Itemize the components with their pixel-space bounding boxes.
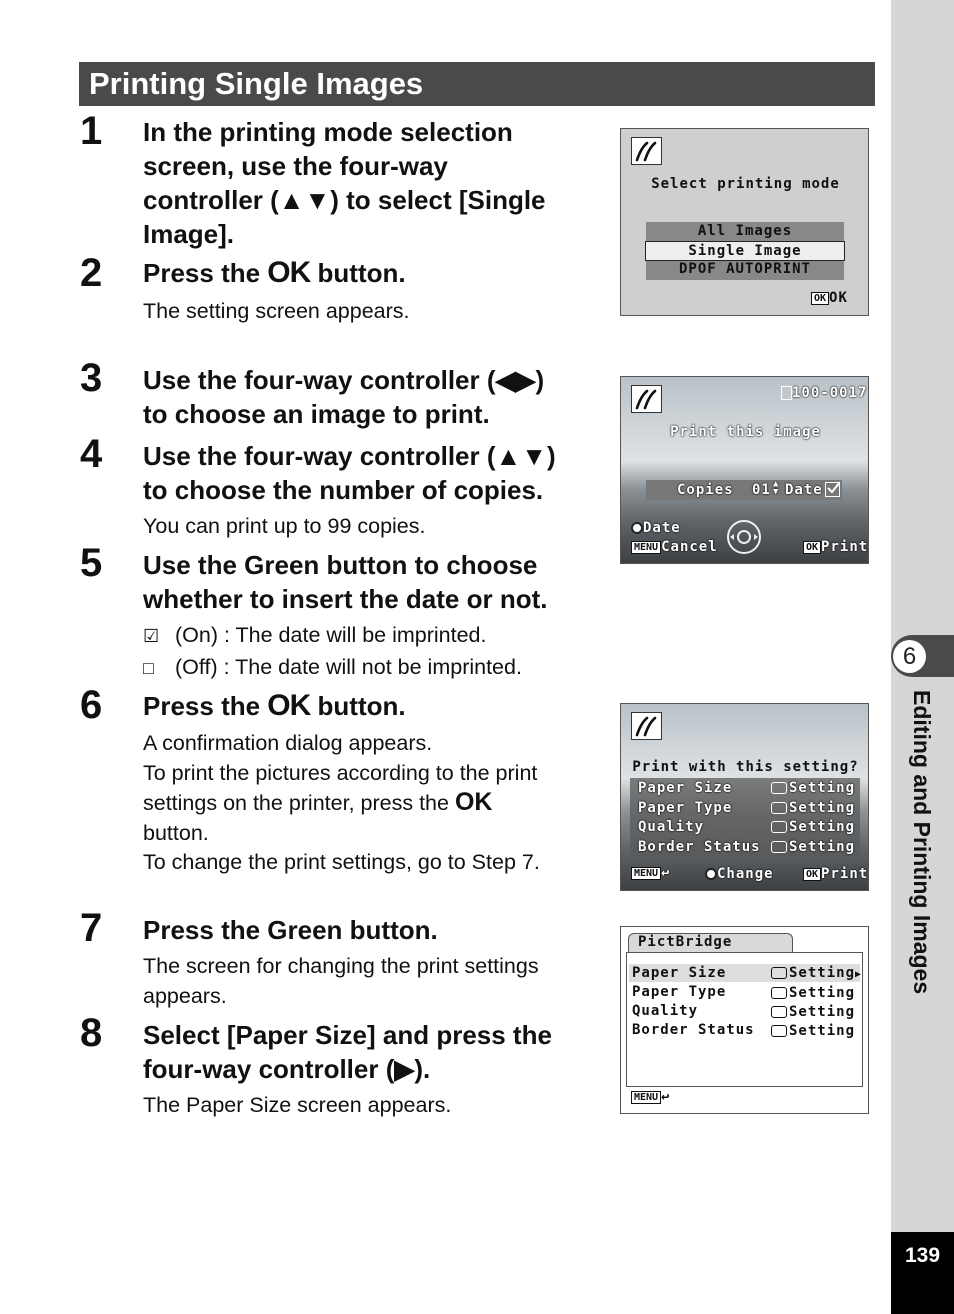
change-label: Change bbox=[717, 866, 774, 882]
setting-label[interactable]: Paper Size bbox=[632, 965, 727, 981]
setting-value: Setting bbox=[789, 1023, 856, 1039]
heading-line: to choose the number of copies. bbox=[143, 475, 544, 505]
back-hint bbox=[631, 865, 671, 881]
copies-value[interactable]: 01 bbox=[752, 482, 771, 498]
option-on bbox=[143, 621, 487, 652]
step-number: 7 bbox=[80, 906, 103, 950]
heading-line: Use the four-way controller (◀▶) bbox=[143, 365, 545, 395]
setting-label[interactable]: Quality bbox=[632, 1003, 699, 1019]
body-line: To change the print settings, go to Step 7. bbox=[143, 850, 540, 874]
up-down-arrow-icon: ▲ ▼ bbox=[773, 479, 780, 497]
menu-button-icon: MENU bbox=[631, 867, 661, 880]
setting-row[interactable] bbox=[771, 1003, 862, 1022]
setting-label: Quality bbox=[638, 819, 705, 835]
step-number: 8 bbox=[80, 1011, 103, 1055]
printer-icon bbox=[771, 967, 787, 979]
heading-line: controller (▲▼) to select [Single bbox=[143, 185, 546, 215]
printer-icon bbox=[771, 841, 787, 853]
step-number: 4 bbox=[80, 432, 103, 476]
heading-line: Use the four-way controller (▲▼) bbox=[143, 441, 556, 471]
date-checkbox[interactable] bbox=[825, 481, 840, 499]
pictbridge-logo-icon bbox=[631, 385, 662, 413]
section-title-bar bbox=[79, 62, 875, 106]
heading-line: In the printing mode selection bbox=[143, 117, 513, 147]
settings-values bbox=[771, 779, 855, 857]
step-heading bbox=[143, 689, 406, 723]
body-text: settings on the printer, press the bbox=[143, 791, 455, 815]
step-number: 3 bbox=[80, 356, 103, 400]
heading-line: whether to insert the date or not. bbox=[143, 584, 548, 614]
page-number-box bbox=[891, 1232, 954, 1314]
screen-title: Print with this setting? bbox=[632, 759, 859, 775]
heading-line: Select [Paper Size] and press the bbox=[143, 1020, 552, 1050]
date-label: Date bbox=[785, 482, 823, 498]
setting-label: Border Status bbox=[638, 838, 761, 855]
page-title: Printing Single Images bbox=[89, 66, 424, 101]
file-number bbox=[781, 385, 867, 401]
option-off bbox=[143, 653, 522, 684]
print-label: Print bbox=[821, 539, 869, 555]
menu-button-icon: MENU bbox=[631, 541, 661, 554]
setting-row bbox=[771, 799, 855, 819]
back-arrow-icon: ↩ bbox=[661, 1089, 671, 1105]
tab-pictbridge[interactable]: PictBridge bbox=[628, 933, 793, 952]
chapter-number: 6 bbox=[893, 640, 926, 673]
cancel-hint bbox=[631, 539, 718, 555]
setting-value: Setting bbox=[789, 780, 856, 796]
ok-symbol: OK bbox=[267, 256, 311, 289]
setting-label[interactable]: Border Status bbox=[632, 1022, 755, 1038]
chapter-label: Editing and Printing Images bbox=[909, 690, 935, 995]
step-heading bbox=[143, 115, 546, 251]
step-body: The setting screen appears. bbox=[143, 299, 410, 323]
four-way-controller-icon bbox=[726, 519, 762, 555]
body-line: button. bbox=[143, 820, 209, 845]
ok-label: OK bbox=[829, 290, 848, 306]
step-heading: Press the Green button. bbox=[143, 915, 438, 945]
heading-text: button. bbox=[310, 258, 406, 288]
heading-line: to choose an image to print. bbox=[143, 399, 490, 429]
ok-button-icon: OK bbox=[803, 868, 821, 881]
menu-item-all-images[interactable]: All Images bbox=[697, 223, 793, 239]
step-body: The Paper Size screen appears. bbox=[143, 1093, 452, 1117]
setting-row[interactable] bbox=[771, 964, 862, 984]
step-heading bbox=[143, 439, 556, 507]
pictbridge-logo-icon bbox=[631, 712, 662, 740]
setting-row[interactable] bbox=[771, 1022, 862, 1041]
screen-print-image bbox=[620, 376, 869, 564]
ok-button-icon: OK bbox=[811, 292, 829, 305]
heading-text: Press the bbox=[143, 258, 268, 288]
file-icon bbox=[781, 386, 792, 400]
screen-print-mode bbox=[620, 128, 869, 316]
ok-hint bbox=[811, 290, 848, 306]
setting-row bbox=[771, 818, 855, 838]
heading-text: button. bbox=[310, 691, 406, 721]
printer-icon bbox=[771, 782, 787, 794]
settings-labels bbox=[632, 964, 755, 1040]
step-heading bbox=[143, 256, 406, 290]
printer-icon bbox=[771, 987, 787, 999]
setting-value: Setting bbox=[789, 799, 856, 816]
date-button-label: Date bbox=[643, 520, 681, 536]
setting-value: Setting bbox=[789, 838, 856, 855]
step-body: You can print up to 99 copies. bbox=[143, 514, 426, 538]
setting-label[interactable]: Paper Type bbox=[632, 984, 727, 1000]
ok-button-icon: OK bbox=[803, 541, 821, 554]
step-heading bbox=[143, 363, 544, 431]
heading-text: Press the bbox=[143, 691, 268, 721]
body-line bbox=[143, 788, 540, 819]
option-text: (Off) : The date will not be imprinted. bbox=[175, 655, 522, 679]
date-hint bbox=[631, 520, 681, 536]
body-line: To print the pictures according to the print bbox=[143, 760, 538, 785]
setting-row bbox=[771, 838, 855, 858]
step-body bbox=[143, 729, 540, 878]
step-number: 6 bbox=[80, 683, 103, 727]
ok-symbol: OK bbox=[267, 689, 311, 722]
copies-label: Copies bbox=[677, 482, 734, 498]
settings-values bbox=[771, 964, 862, 1041]
step-heading bbox=[143, 1018, 552, 1086]
step-number: 1 bbox=[80, 109, 103, 153]
screen-pictbridge-settings bbox=[620, 926, 869, 1114]
back-hint bbox=[631, 1089, 671, 1105]
green-button-icon bbox=[705, 868, 717, 880]
body-line: A confirmation dialog appears. bbox=[143, 731, 433, 755]
step-number: 5 bbox=[80, 541, 103, 585]
setting-value: Setting bbox=[789, 1004, 856, 1020]
heading-line: Image]. bbox=[143, 219, 235, 249]
setting-value: Setting bbox=[789, 985, 856, 1001]
page-number: 139 bbox=[904, 1244, 941, 1267]
right-arrow-icon: ▶ bbox=[855, 969, 863, 980]
back-arrow-icon: ↩ bbox=[661, 865, 671, 881]
setting-row bbox=[771, 779, 855, 799]
setting-label: Paper Size bbox=[638, 780, 733, 796]
pictbridge-logo-icon bbox=[631, 137, 662, 165]
screen-title: Print this image bbox=[670, 424, 821, 440]
menu-item-dpof-autoprint[interactable]: DPOF AUTOPRINT bbox=[678, 261, 811, 277]
screen-title: Select printing mode bbox=[651, 176, 840, 192]
menu-item-single-image[interactable]: Single Image bbox=[645, 241, 845, 261]
printer-icon bbox=[771, 821, 787, 833]
print-hint bbox=[803, 866, 868, 882]
heading-line: Use the Green button to choose bbox=[143, 550, 538, 580]
body-line: The screen for changing the print settings bbox=[143, 954, 539, 978]
option-text: (On) : The date will be imprinted. bbox=[175, 623, 487, 647]
step-heading bbox=[143, 548, 547, 616]
checkbox-checked-icon bbox=[825, 482, 840, 497]
step-number: 2 bbox=[80, 251, 103, 295]
setting-value: Setting bbox=[789, 819, 856, 835]
setting-value: Setting bbox=[789, 965, 856, 981]
print-label: Print bbox=[821, 866, 869, 882]
menu-button-icon: MENU bbox=[631, 1091, 661, 1104]
settings-labels bbox=[638, 779, 761, 857]
file-number-text: 100-0017 bbox=[792, 385, 868, 401]
print-hint bbox=[803, 539, 868, 555]
heading-line: four-way controller (▶). bbox=[143, 1054, 431, 1084]
setting-row[interactable] bbox=[771, 984, 862, 1003]
printer-icon bbox=[771, 1006, 787, 1018]
ok-symbol: OK bbox=[454, 788, 493, 816]
green-button-icon bbox=[631, 522, 643, 534]
printer-icon bbox=[771, 802, 787, 814]
screen-print-confirm bbox=[620, 703, 869, 891]
checkbox-checked-icon: ☑ bbox=[143, 626, 160, 646]
step-body bbox=[143, 952, 539, 1011]
change-hint bbox=[705, 866, 774, 882]
body-line: appears. bbox=[143, 983, 227, 1008]
checkbox-unchecked-icon: □ bbox=[143, 658, 154, 678]
heading-line: screen, use the four-way bbox=[143, 151, 448, 181]
setting-label: Paper Type bbox=[638, 799, 733, 816]
printer-icon bbox=[771, 1025, 787, 1037]
cancel-label: Cancel bbox=[661, 539, 718, 555]
